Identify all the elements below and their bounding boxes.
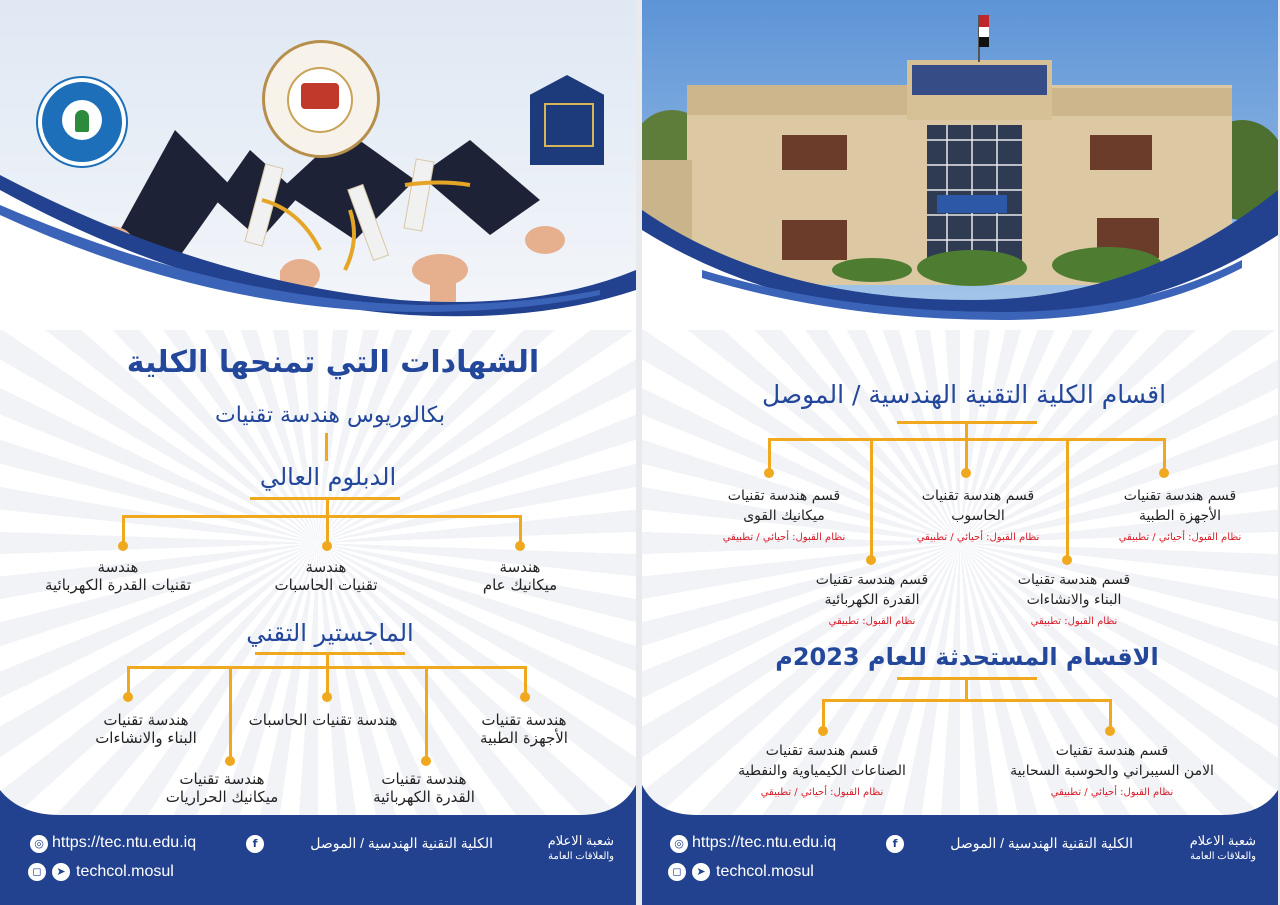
facebook-page-name[interactable]: الكلية التقنية الهندسية / الموصل	[950, 835, 1133, 851]
new-departments-title: الاقسام المستحدثة للعام 2023م	[775, 643, 1159, 671]
department-5: قسم هندسة تقنيات القدرة الكهربائية نظام القبول: تطبيقي	[815, 572, 929, 627]
media-office-label: شعبة الاعلام	[547, 833, 614, 848]
master-item-3: هندسة تقنيات الحاسبات	[248, 711, 398, 729]
media-office-sublabel: والعلاقات العامة	[1190, 851, 1256, 862]
instagram-icon[interactable]: ◻	[668, 863, 686, 881]
footer-bar	[642, 815, 1278, 905]
department-4: قسم هندسة تقنيات البناء والانشاءات نظام القبول: تطبيقي	[1017, 572, 1131, 627]
footer-bar	[0, 815, 636, 905]
new-department-2: قسم هندسة تقنيات الصناعات الكيمياوية والنفطية نظام القبول: أحيائي / تطبيقي	[738, 743, 906, 798]
left-page	[0, 0, 636, 905]
department-1: قسم هندسة تقنيات الأجهزة الطبية نظام القبول: أحيائي / تطبيقي	[1118, 488, 1242, 543]
website-link[interactable]: https://tec.ntu.edu.iq	[692, 834, 837, 851]
globe-icon: ◎	[670, 835, 688, 853]
new-department-1: قسم هندسة تقنيات الامن السيبراني والحوسبة السحابية نظام القبول: أحيائي / تطبيقي	[1010, 743, 1214, 798]
facebook-icon[interactable]: f	[246, 835, 264, 853]
telegram-icon[interactable]: ➤	[52, 863, 70, 881]
college-building-photo	[642, 0, 1278, 330]
connector-line	[250, 497, 400, 500]
connector-line	[255, 652, 405, 655]
social-handle[interactable]: techcol.mosul	[716, 863, 814, 880]
social-handle[interactable]: techcol.mosul	[76, 863, 174, 880]
connector-line	[325, 433, 328, 461]
diploma-title: الدبلوم العالي	[259, 463, 397, 491]
media-office-label: شعبة الاعلام	[1189, 833, 1256, 848]
diploma-item-1: هندسة ميكانيك عام	[482, 558, 558, 594]
department-2: قسم هندسة تقنيات الحاسوب نظام القبول: أحيائي / تطبيقي	[916, 488, 1040, 543]
right-page	[642, 0, 1278, 905]
globe-icon: ◎	[30, 835, 48, 853]
master-item-1: هندسة تقنيات الأجهزة الطبية	[480, 711, 568, 747]
certificates-title: الشهادات التي تمنحها الكلية	[126, 345, 540, 380]
connector-line	[326, 500, 329, 516]
media-office-sublabel: والعلاقات العامة	[548, 851, 614, 862]
master-item-5: هندسة تقنيات البناء والانشاءات	[95, 711, 197, 747]
bachelor-label: بكالوريوس هندسة تقنيات	[215, 403, 445, 428]
facebook-icon[interactable]: f	[886, 835, 904, 853]
instagram-icon[interactable]: ◻	[28, 863, 46, 881]
diploma-item-3: هندسة تقنيات القدرة الكهربائية	[44, 558, 192, 594]
telegram-icon[interactable]: ➤	[692, 863, 710, 881]
connector-line	[122, 515, 522, 518]
college-gear-logo	[38, 78, 126, 166]
website-link[interactable]: https://tec.ntu.edu.iq	[52, 834, 197, 851]
diploma-item-2: هندسة تقنيات الحاسبات	[274, 558, 378, 594]
ministry-seal-logo	[262, 40, 380, 158]
master-item-4: هندسة تقنيات ميكانيك الحراريات	[165, 770, 279, 806]
master-title: الماجستير التقني	[246, 619, 414, 647]
master-item-2: هندسة تقنيات القدرة الكهربائية	[373, 770, 475, 806]
departments-title: اقسام الكلية التقنية الهندسية / الموصل	[761, 380, 1167, 409]
facebook-page-name[interactable]: الكلية التقنية الهندسية / الموصل	[310, 835, 493, 851]
department-3: قسم هندسة تقنيات ميكانيك القوى نظام القبول: أحيائي / تطبيقي	[722, 488, 846, 543]
